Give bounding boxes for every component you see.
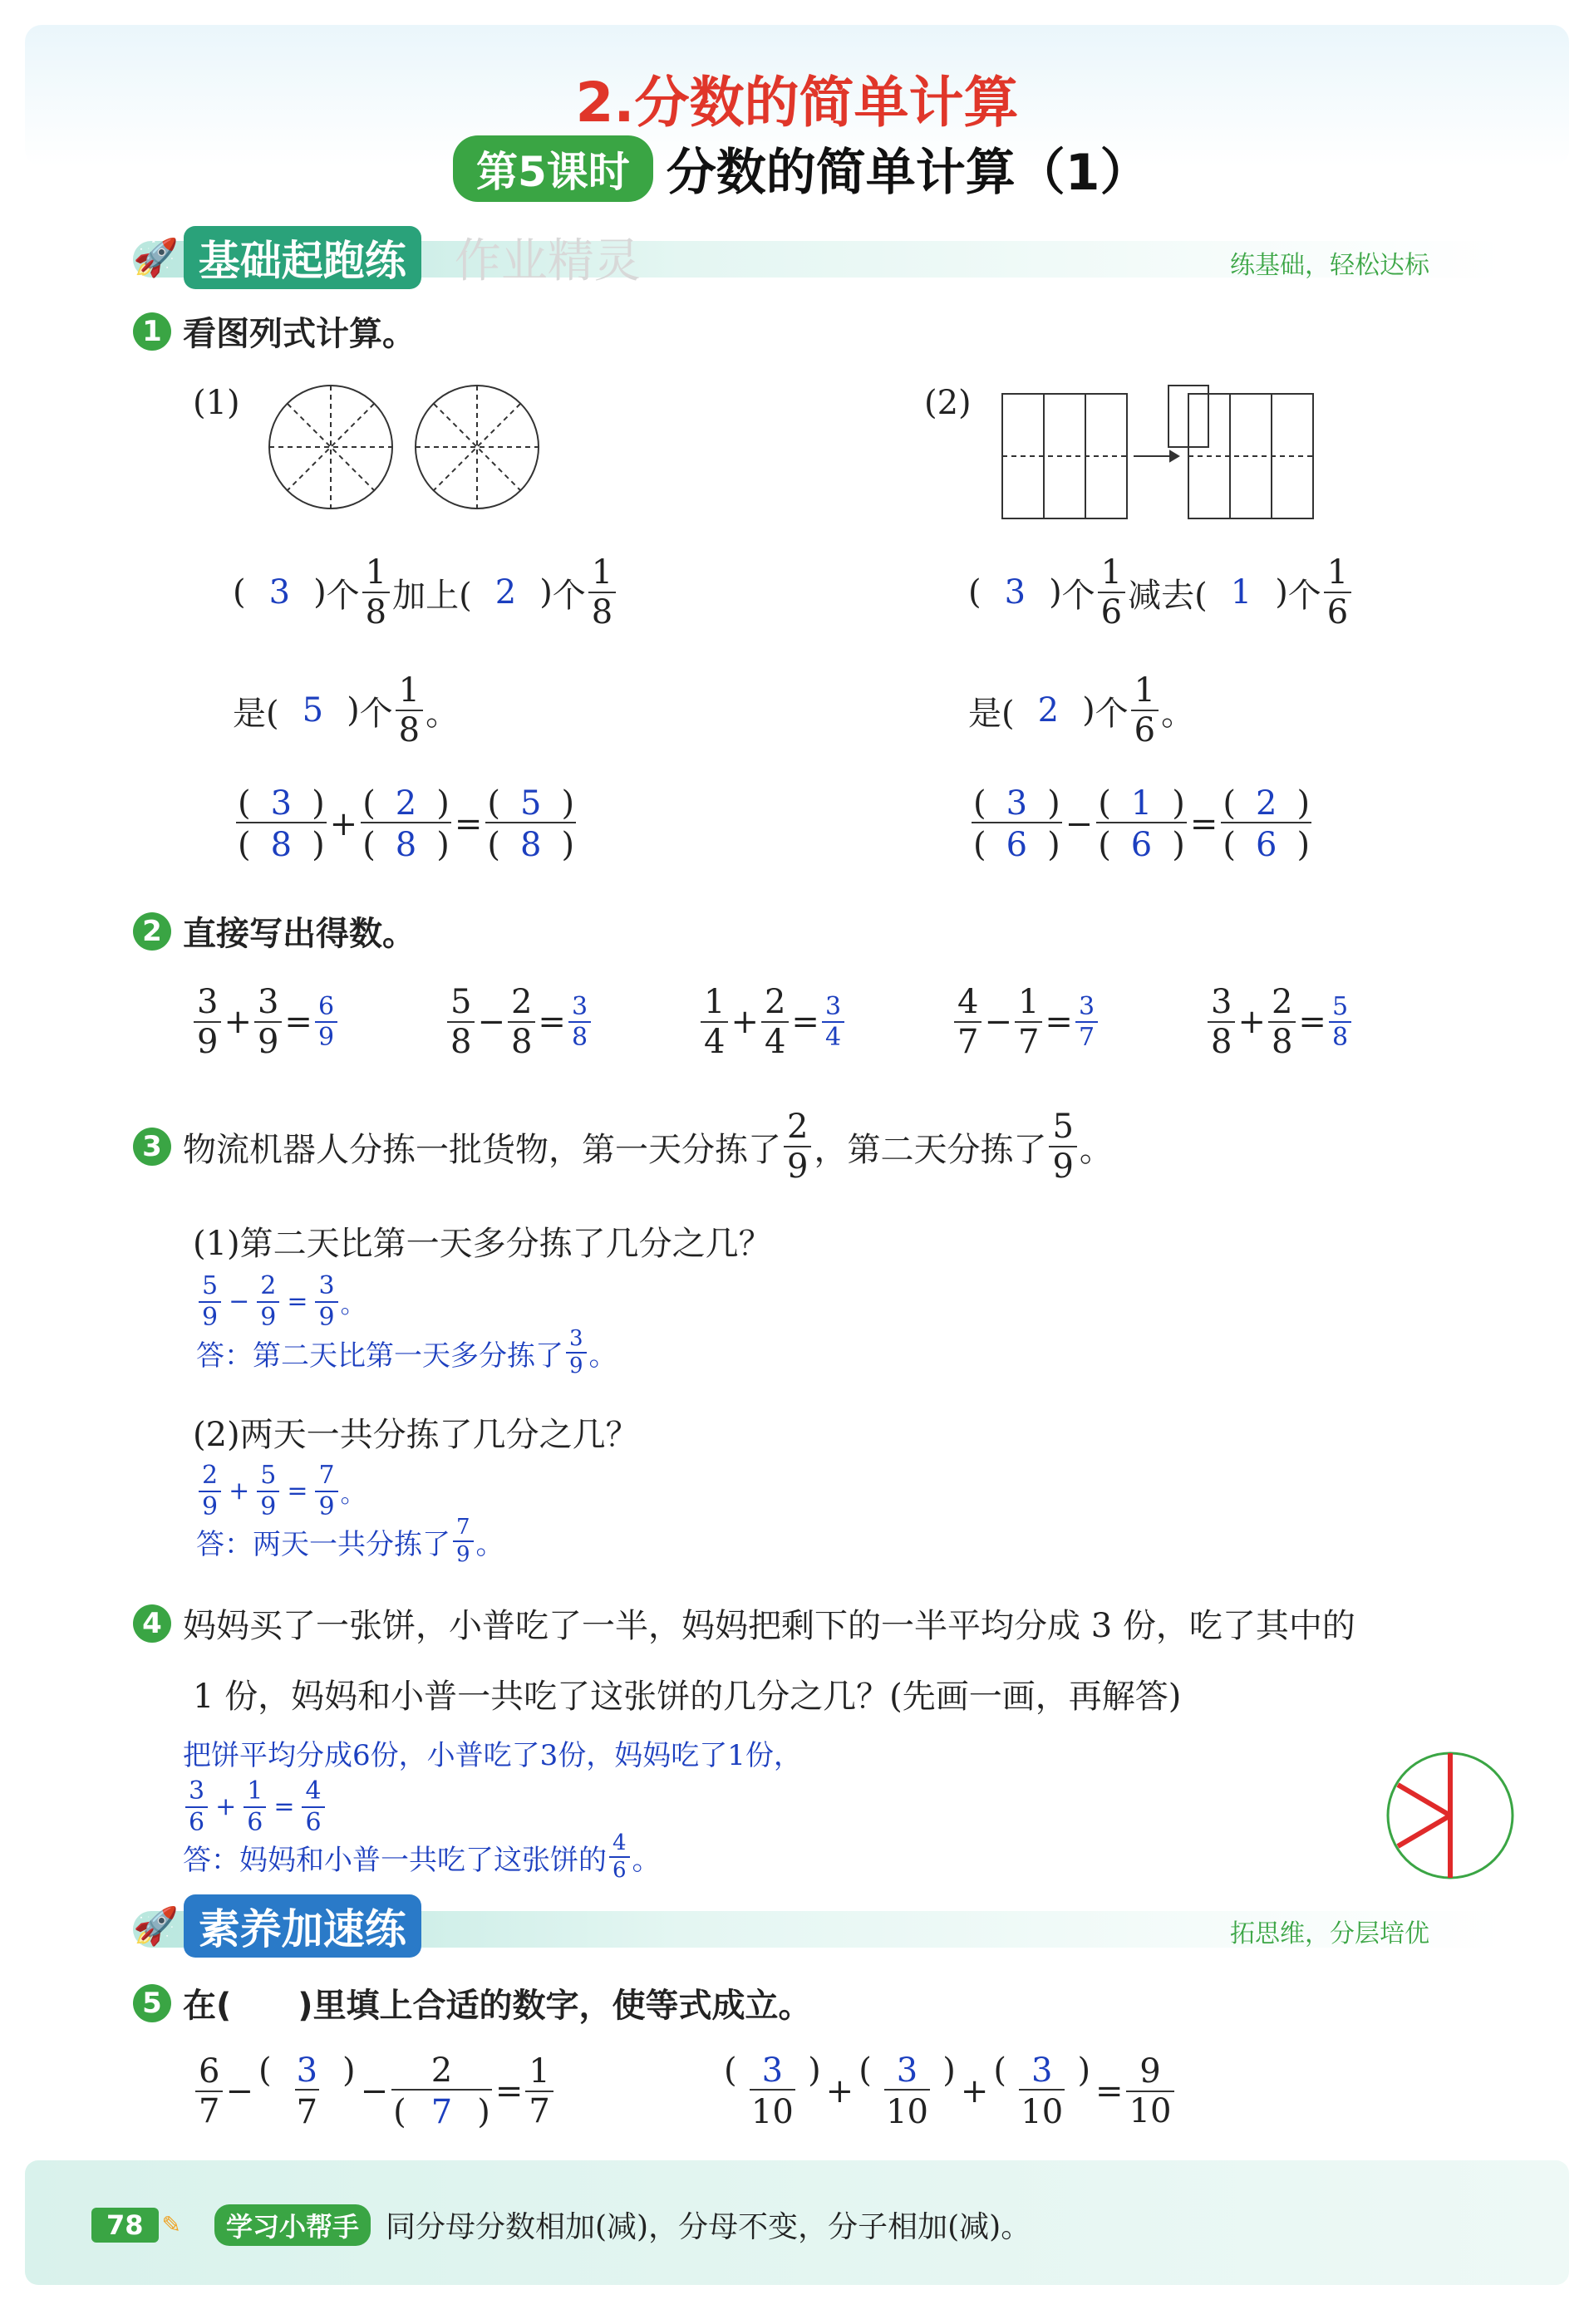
paren-close: )	[539, 573, 553, 612]
text-shi: 是(	[233, 694, 279, 733]
paren-fraction: $\frac{( 1 )}{( 6 )}$	[1098, 784, 1185, 864]
q1-part2-line2	[968, 673, 1194, 748]
text-ge: 个	[1095, 694, 1129, 733]
q1-p1-blank-b[interactable]: 2	[494, 573, 517, 612]
q1-part1-line1	[233, 555, 618, 630]
paren-fraction: ( 3 ) ( 6 )	[973, 784, 1060, 864]
q2-answer[interactable]: $\frac{3}{8}$	[568, 994, 591, 1051]
pie-drawing	[1380, 1745, 1521, 1886]
paren-fraction: $\frac{( 2 )}{( 8 )}$	[362, 784, 450, 864]
equals: =	[1189, 805, 1218, 843]
q4-stem-line2: 1 份，妈妈和小普一共吃了这张饼的几分之几？(先画一画，再解答)	[193, 1678, 1182, 1716]
q5-number: 5	[133, 1984, 171, 2022]
q4-number: 4	[133, 1604, 171, 1643]
q3-sub2-answer: 答：两天一共分拣了 $\frac{7}{9}$ 。	[196, 1515, 504, 1568]
q1-part2-label: (2)	[924, 384, 972, 422]
q5-blank[interactable]: $\frac{( 3 )}{10}$	[858, 2051, 956, 2131]
q1-title-row	[133, 307, 416, 355]
q1-p1-blank-a[interactable]: 3	[268, 573, 291, 612]
section-basic-slogan: 练基础，轻松达标	[1230, 251, 1429, 280]
section-advanced-title: 素养加速练	[184, 1894, 421, 1958]
text-period: 。	[426, 694, 460, 733]
section-basic-header	[133, 224, 641, 291]
q1-part1-label: (1)	[193, 384, 240, 422]
fraction: $\frac{1}{6}$	[1324, 555, 1351, 630]
q1-part2-equation	[968, 785, 1315, 863]
q1-p2-blank-c[interactable]: 2	[1037, 691, 1060, 730]
text-shi: 是(	[968, 694, 1015, 733]
lesson-badge: 第5课时	[453, 135, 653, 202]
q2-item: $\frac{3}{9}$ + $\frac{3}{9}$ = $\frac{6}{9}$	[191, 985, 340, 1059]
q4-calc: $\frac{3}{6}$ + $\frac{1}{6}$ = $\frac{4}{6}$	[183, 1778, 327, 1835]
paren-close: )	[1275, 573, 1288, 612]
text-ge: 个	[552, 576, 586, 615]
q2-answer[interactable]: $\frac{5}{8}$	[1329, 994, 1351, 1051]
q5-blank[interactable]: $\frac{( 3 )}{7}$	[258, 2051, 356, 2131]
fraction: $\frac{1}{8}$	[362, 555, 390, 630]
operator: −	[1065, 805, 1094, 843]
pie-circles-figure	[266, 382, 549, 515]
section-advanced-header	[133, 1894, 421, 1958]
paren-fraction: ( 3 ) ( 8 )	[238, 784, 325, 864]
lesson-title: 分数的简单计算（1）	[666, 144, 1150, 202]
paren-fraction: $\frac{( 5 )}{( 8 )}$	[487, 784, 575, 864]
q5-blank[interactable]: ( 3 ) 10	[724, 2051, 821, 2131]
q5-left-equation: $\frac{6}{7}$ − $\frac{( 3 )}{7}$ − $\frac{2}{( 7 )}$ = $\frac{1}{7}$	[193, 2052, 556, 2130]
paren-open: (	[968, 573, 981, 612]
q2-item: $\frac{1}{4}$ + $\frac{2}{4}$ = $\frac{3}{4}$	[698, 985, 847, 1059]
q1-part2-line1	[968, 555, 1354, 630]
q4-stem-line1: 4 妈妈买了一张饼，小普吃了一半，妈妈把剩下的一半平均分成 3 份，吃了其中的	[133, 1599, 1355, 1647]
q2-title: 直接写出得数。	[183, 915, 416, 953]
helper-label: 学习小帮手	[214, 2204, 371, 2246]
q3-sub1-question: (1)第二天比第一天多分拣了几分之几？	[193, 1225, 772, 1263]
rocket-icon: 🚀	[133, 237, 179, 279]
q1-number: 1	[133, 312, 171, 351]
text-ge: 个	[1287, 576, 1321, 615]
q3-sub1-calc: $\frac{5}{9}$ − $\frac{2}{9}$ = $\frac{3}{9}$ 。	[196, 1273, 366, 1330]
q5-blank[interactable]: $\frac{2}{( 7 )}$	[393, 2051, 490, 2131]
text-ge: 个	[359, 694, 393, 733]
q1-p2-blank-a[interactable]: 3	[1004, 573, 1026, 612]
paren-close: )	[313, 573, 327, 612]
text-jianqu: 减去(	[1128, 576, 1208, 615]
rocket-icon: 🚀	[133, 1905, 179, 1948]
q2-answer[interactable]: $\frac{6}{9}$	[315, 994, 337, 1051]
q2-item: $\frac{5}{8}$ − $\frac{2}{8}$ = $\frac{3}{8}$	[445, 985, 593, 1059]
text-ge: 个	[1061, 576, 1095, 615]
fraction: $\frac{1}{6}$	[1131, 673, 1159, 748]
pencil-icon: ✎	[161, 2211, 181, 2238]
fraction: $\frac{1}{8}$	[396, 673, 423, 748]
q3-sub1-answer: 答：第二天比第一天多分拣了 $\frac{3}{9}$ 。	[196, 1326, 617, 1379]
paren-close: )	[347, 691, 360, 730]
q4-answer: 答：妈妈和小普一共吃了这张饼的 $\frac{4}{6}$ 。	[183, 1830, 661, 1884]
text-ge: 个	[326, 576, 360, 615]
q2-item: $\frac{3}{8}$ + $\frac{2}{8}$ = $\frac{5}{8}$	[1205, 985, 1354, 1059]
q1-p2-blank-b[interactable]: 1	[1230, 573, 1252, 612]
page-number: 78	[91, 2208, 159, 2243]
paren-close: )	[1049, 573, 1062, 612]
q2-items	[191, 985, 1396, 1093]
q3-sub2-question: (2)两天一共分拣了几分之几？	[193, 1416, 639, 1454]
rectangle-cut-figure	[997, 382, 1321, 523]
lesson-header	[453, 133, 1150, 204]
fraction: $\frac{5}{9}$	[1049, 1109, 1076, 1184]
unit-title: 2.分数的简单计算	[575, 71, 1019, 135]
q2-title-row	[133, 907, 416, 955]
q2-item: $\frac{4}{7}$ − $\frac{1}{7}$ = $\frac{3}{7}$	[952, 985, 1100, 1059]
q2-answer[interactable]: $\frac{3}{4}$	[822, 994, 844, 1051]
text-period: 。	[1161, 694, 1195, 733]
equals: =	[454, 805, 483, 843]
text-jiashang: 加上(	[392, 576, 472, 615]
operator: +	[329, 805, 358, 843]
paren-fraction: $\frac{( 2 )}{( 6 )}$	[1223, 784, 1311, 864]
section-basic-title: 基础起跑练	[184, 226, 421, 289]
fraction: $\frac{1}{8}$	[588, 555, 616, 630]
pie-circle-right	[416, 386, 539, 509]
paren-close: )	[1082, 691, 1095, 730]
q5-blank[interactable]: $\frac{( 3 )}{10}$	[993, 2051, 1091, 2131]
q4-answer-line1: 把饼平均分成6份，小普吃了3份，妈妈吃了1份，	[183, 1739, 802, 1772]
q2-number: 2	[133, 912, 171, 951]
helper-text: 同分母分数相加(减)，分母不变，分子相加(减)。	[386, 2210, 1031, 2244]
q1-p1-blank-c[interactable]: 5	[302, 691, 324, 730]
fraction: $\frac{2}{9}$	[784, 1109, 811, 1184]
q3-stem: 3 物流机器人分拣一批货物，第一天分拣了 $\frac{2}{9}$ ，第二天分拣了 $\frac{5}{9}$ 。	[133, 1109, 1113, 1184]
watermark-text: 作业精灵	[454, 234, 641, 288]
q3-number: 3	[133, 1128, 171, 1166]
q2-answer[interactable]: $\frac{3}{7}$	[1075, 994, 1098, 1051]
q1-part1-equation	[233, 785, 579, 863]
section-advanced-slogan: 拓思维，分层培优	[1230, 1919, 1429, 1948]
q5-right-equation: ( 3 ) 10 + $\frac{( 3 )}{10}$ + $\frac{( 3 )}{10}$ = $\frac{9}{10}$	[719, 2052, 1177, 2130]
q1-title: 看图列式计算。	[183, 315, 416, 353]
fraction: $\frac{1}{6}$	[1098, 555, 1125, 630]
q1-part1-line2	[233, 673, 459, 748]
q3-stem-text-b: ，第二天分拣了	[814, 1130, 1047, 1169]
q3-sub2-calc: $\frac{2}{9}$ + $\frac{5}{9}$ = $\frac{7}{9}$ 。	[196, 1462, 366, 1520]
pie-circle-left	[269, 386, 392, 509]
footer	[91, 2204, 1031, 2246]
q5-title-row: 5 在( )里填上合适的数字，使等式成立。	[133, 1979, 812, 2027]
q3-stem-text-a: 物流机器人分拣一批货物，第一天分拣了	[183, 1130, 781, 1169]
paren-open: (	[233, 573, 246, 612]
